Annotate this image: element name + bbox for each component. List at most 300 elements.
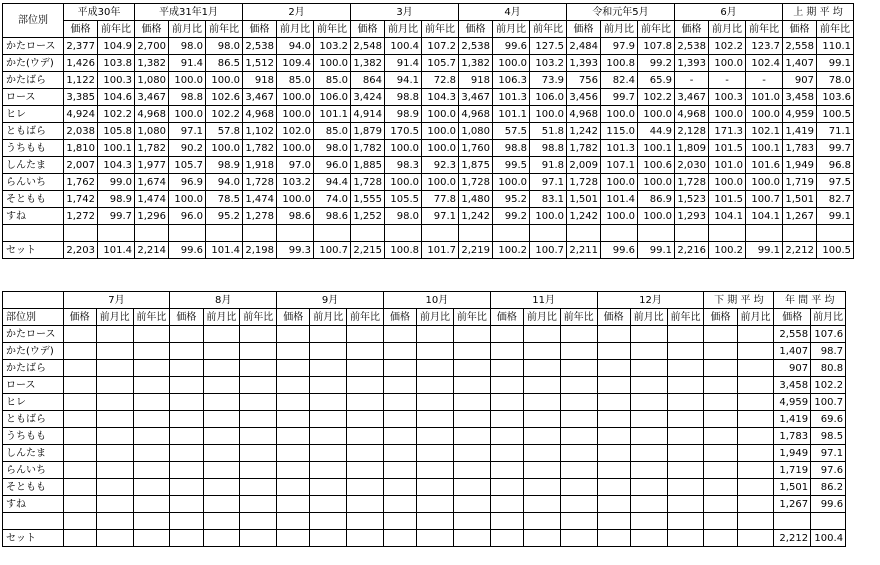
value-cell: 99.6	[169, 242, 206, 259]
subheader-prev-year: 前年比	[98, 21, 135, 38]
value-cell: 98.8	[530, 140, 567, 157]
empty-cell	[240, 513, 277, 530]
subheader-row	[3, 21, 854, 38]
price-table-second-half	[2, 291, 880, 547]
empty-cell	[277, 411, 310, 428]
value-cell: 1,252	[351, 208, 385, 225]
empty-cell	[170, 411, 203, 428]
value-cell: 100.0	[206, 140, 243, 157]
empty-cell	[3, 292, 64, 309]
empty-cell	[630, 428, 667, 445]
empty-cell	[240, 394, 277, 411]
empty-cell	[453, 530, 490, 547]
empty-cell	[383, 377, 416, 394]
value-cell: 2,558	[783, 38, 817, 55]
value-cell: 95.2	[206, 208, 243, 225]
empty-cell	[347, 360, 384, 377]
empty-cell	[490, 530, 523, 547]
empty-cell	[133, 513, 170, 530]
value-cell: 100.7	[530, 242, 567, 259]
empty-cell	[417, 377, 454, 394]
value-cell: 98.7	[811, 343, 846, 360]
part-name: すね	[3, 496, 64, 513]
empty-cell	[203, 360, 240, 377]
value-cell: 1,879	[351, 123, 385, 140]
empty-cell	[704, 530, 737, 547]
table-row	[3, 89, 854, 106]
empty-cell	[240, 411, 277, 428]
empty-cell	[170, 445, 203, 462]
empty-cell	[3, 225, 64, 242]
subheader-price: 価格	[490, 309, 523, 326]
empty-cell	[277, 343, 310, 360]
table-row	[3, 208, 854, 225]
value-cell: 3,458	[774, 377, 811, 394]
value-cell: 4,968	[243, 106, 277, 123]
empty-cell	[96, 479, 133, 496]
empty-cell	[347, 394, 384, 411]
empty-cell	[310, 377, 347, 394]
part-name: かた(ウデ)	[3, 343, 64, 360]
table-row	[3, 140, 854, 157]
value-cell: 1,719	[774, 462, 811, 479]
value-cell: 100.0	[493, 55, 530, 72]
value-cell: 100.0	[638, 208, 675, 225]
empty-cell	[490, 513, 523, 530]
empty-cell	[170, 513, 203, 530]
empty-cell	[453, 462, 490, 479]
empty-cell	[490, 343, 523, 360]
value-cell: 102.2	[98, 106, 135, 123]
value-cell: 1,782	[351, 140, 385, 157]
value-cell: 2,030	[675, 157, 709, 174]
empty-cell	[133, 394, 170, 411]
part-name: かたばら	[3, 360, 64, 377]
empty-cell	[63, 360, 96, 377]
subheader-price: 価格	[459, 21, 493, 38]
value-cell: 100.3	[709, 89, 746, 106]
value-cell: -	[746, 72, 783, 89]
value-cell: 1,242	[567, 123, 601, 140]
value-cell: 97.1	[169, 123, 206, 140]
empty-cell	[96, 394, 133, 411]
value-cell: 100.0	[638, 106, 675, 123]
empty-cell	[277, 496, 310, 513]
value-cell: 1,918	[243, 157, 277, 174]
part-name: セット	[3, 530, 64, 547]
value-cell: 103.8	[98, 55, 135, 72]
value-cell: 2,211	[567, 242, 601, 259]
value-cell: 101.3	[601, 140, 638, 157]
empty-cell	[347, 411, 384, 428]
value-cell: 4,968	[459, 106, 493, 123]
value-cell: 100.3	[98, 72, 135, 89]
empty-cell	[704, 360, 737, 377]
empty-cell	[63, 394, 96, 411]
value-cell: 77.8	[422, 191, 459, 208]
empty-cell	[203, 377, 240, 394]
empty-cell	[96, 445, 133, 462]
value-cell: 1,728	[351, 174, 385, 191]
value-cell: 1,293	[675, 208, 709, 225]
value-cell: 4,959	[774, 394, 811, 411]
value-cell: 1,809	[675, 140, 709, 157]
value-cell: 107.1	[601, 157, 638, 174]
part-name: ヒレ	[3, 394, 64, 411]
empty-cell	[417, 326, 454, 343]
value-cell: 99.7	[98, 208, 135, 225]
value-cell: 97.0	[277, 157, 314, 174]
empty-cell	[675, 225, 709, 242]
subheader-prev-year: 前年比	[530, 21, 567, 38]
empty-cell	[453, 445, 490, 462]
period-header: 8月	[170, 292, 277, 309]
empty-cell	[704, 479, 737, 496]
value-cell: 1,501	[783, 191, 817, 208]
value-cell: 109.4	[277, 55, 314, 72]
value-cell: 2,558	[774, 326, 811, 343]
value-cell: 2,216	[675, 242, 709, 259]
value-cell: 82.4	[601, 72, 638, 89]
part-name: かた(ウデ)	[3, 55, 64, 72]
empty-cell	[277, 326, 310, 343]
empty-cell	[453, 343, 490, 360]
value-cell: 98.5	[811, 428, 846, 445]
value-cell: 1,407	[783, 55, 817, 72]
empty-cell	[63, 377, 96, 394]
value-cell: 99.1	[746, 242, 783, 259]
empty-cell	[133, 377, 170, 394]
value-cell: 3,385	[64, 89, 98, 106]
table-row	[3, 496, 880, 513]
value-cell: 85.0	[314, 72, 351, 89]
empty-cell	[667, 479, 704, 496]
empty-cell	[170, 394, 203, 411]
subheader-prev-year: 前年比	[347, 309, 384, 326]
value-cell: 44.9	[638, 123, 675, 140]
value-cell: 2,212	[774, 530, 811, 547]
value-cell: 100.0	[601, 208, 638, 225]
empty-cell	[383, 360, 416, 377]
period-header: 2月	[243, 4, 351, 21]
value-cell: 100.8	[601, 55, 638, 72]
empty-cell	[133, 326, 170, 343]
value-cell: 115.0	[601, 123, 638, 140]
value-cell: 3,424	[351, 89, 385, 106]
empty-cell	[523, 394, 560, 411]
empty-cell	[783, 225, 817, 242]
value-cell: 1,555	[351, 191, 385, 208]
value-cell: 1,267	[783, 208, 817, 225]
subheader-prev-month: 前月比	[203, 309, 240, 326]
value-cell: 104.1	[709, 208, 746, 225]
period-header: 令和元年5月	[567, 4, 675, 21]
value-cell: 1,474	[243, 191, 277, 208]
empty-cell	[240, 496, 277, 513]
empty-cell	[597, 479, 630, 496]
empty-cell	[347, 428, 384, 445]
period-header: 3月	[351, 4, 459, 21]
value-cell: 100.0	[709, 55, 746, 72]
value-cell: -	[675, 72, 709, 89]
value-cell: 100.0	[169, 191, 206, 208]
subheader-row	[3, 309, 880, 326]
empty-cell	[490, 496, 523, 513]
value-cell: 2,538	[675, 38, 709, 55]
empty-cell	[347, 462, 384, 479]
value-cell: 96.8	[817, 157, 854, 174]
value-cell: 99.1	[817, 55, 854, 72]
empty-cell	[453, 377, 490, 394]
empty-cell	[64, 225, 98, 242]
value-cell: 100.0	[277, 140, 314, 157]
value-cell: 170.5	[385, 123, 422, 140]
value-cell: 2,377	[64, 38, 98, 55]
value-cell: 1,080	[135, 123, 169, 140]
empty-cell	[383, 343, 416, 360]
value-cell: 101.1	[493, 106, 530, 123]
value-cell: 1,728	[675, 174, 709, 191]
empty-cell	[597, 394, 630, 411]
subheader-prev-month: 前月比	[601, 21, 638, 38]
empty-cell	[63, 496, 96, 513]
empty-cell	[523, 496, 560, 513]
value-cell: 98.0	[206, 38, 243, 55]
value-cell: 2,700	[135, 38, 169, 55]
empty-cell	[277, 513, 310, 530]
empty-cell	[170, 428, 203, 445]
value-cell: 107.2	[422, 38, 459, 55]
value-cell: 99.6	[601, 242, 638, 259]
value-cell: 2,215	[351, 242, 385, 259]
part-name: すね	[3, 208, 64, 225]
value-cell: 100.0	[422, 174, 459, 191]
empty-cell	[63, 479, 96, 496]
value-cell: 91.4	[385, 55, 422, 72]
empty-cell	[63, 326, 96, 343]
table-row	[3, 326, 880, 343]
empty-cell	[737, 496, 774, 513]
value-cell: 100.0	[601, 106, 638, 123]
empty-cell	[240, 343, 277, 360]
subheader-prev-month: 前月比	[811, 309, 846, 326]
value-cell: 123.7	[746, 38, 783, 55]
value-cell: 100.0	[422, 123, 459, 140]
value-cell: 98.6	[277, 208, 314, 225]
empty-cell	[169, 225, 206, 242]
value-cell: 864	[351, 72, 385, 89]
empty-cell	[170, 343, 203, 360]
value-cell: 1,674	[135, 174, 169, 191]
value-cell: 1,949	[774, 445, 811, 462]
empty-cell	[240, 462, 277, 479]
value-cell: 1,760	[459, 140, 493, 157]
value-cell: 105.8	[98, 123, 135, 140]
value-cell: 96.9	[169, 174, 206, 191]
part-name: かたばら	[3, 72, 64, 89]
value-cell: 98.0	[385, 208, 422, 225]
column-header-part: 部位別	[3, 4, 64, 38]
empty-cell	[417, 428, 454, 445]
empty-cell	[597, 428, 630, 445]
value-cell: 101.7	[422, 242, 459, 259]
empty-cell	[597, 513, 630, 530]
empty-cell	[597, 496, 630, 513]
empty-cell	[133, 462, 170, 479]
empty-cell	[135, 225, 169, 242]
subheader-price: 価格	[243, 21, 277, 38]
empty-cell	[310, 411, 347, 428]
empty-cell	[737, 343, 774, 360]
empty-cell	[417, 530, 454, 547]
value-cell: 100.0	[385, 174, 422, 191]
empty-cell	[774, 513, 811, 530]
value-cell: 1,885	[351, 157, 385, 174]
empty-cell	[383, 530, 416, 547]
value-cell: -	[709, 72, 746, 89]
subheader-price: 価格	[383, 309, 416, 326]
value-cell: 1,728	[243, 174, 277, 191]
value-cell: 97.6	[811, 462, 846, 479]
empty-cell	[383, 326, 416, 343]
empty-cell	[560, 462, 597, 479]
empty-cell	[417, 513, 454, 530]
empty-cell	[597, 343, 630, 360]
empty-cell	[170, 530, 203, 547]
empty-cell	[667, 462, 704, 479]
value-cell: 94.0	[206, 174, 243, 191]
empty-cell	[277, 360, 310, 377]
value-cell: 100.0	[493, 174, 530, 191]
empty-cell	[523, 428, 560, 445]
value-cell: 1,242	[567, 208, 601, 225]
empty-cell	[383, 394, 416, 411]
empty-cell	[310, 445, 347, 462]
value-cell: 756	[567, 72, 601, 89]
value-cell: 1,382	[351, 55, 385, 72]
value-cell: 102.2	[638, 89, 675, 106]
value-cell: 2,219	[459, 242, 493, 259]
subheader-price: 価格	[170, 309, 203, 326]
value-cell: 99.0	[98, 174, 135, 191]
value-cell: 100.8	[385, 242, 422, 259]
empty-cell	[523, 513, 560, 530]
empty-cell	[667, 496, 704, 513]
value-cell: 100.0	[385, 140, 422, 157]
value-cell: 102.1	[746, 123, 783, 140]
empty-cell	[560, 360, 597, 377]
empty-cell	[203, 479, 240, 496]
value-cell: 100.7	[811, 394, 846, 411]
empty-cell	[630, 530, 667, 547]
empty-cell	[560, 343, 597, 360]
value-cell: 104.6	[98, 89, 135, 106]
empty-cell	[704, 513, 737, 530]
subheader-prev-month: 前月比	[630, 309, 667, 326]
empty-cell	[737, 411, 774, 428]
value-cell: 92.3	[422, 157, 459, 174]
value-cell: 99.3	[277, 242, 314, 259]
value-cell: 97.1	[811, 445, 846, 462]
empty-cell	[490, 462, 523, 479]
empty-cell	[523, 479, 560, 496]
empty-cell	[459, 225, 493, 242]
empty-cell	[667, 513, 704, 530]
value-cell: 78.0	[817, 72, 854, 89]
value-cell: 100.1	[98, 140, 135, 157]
empty-cell	[347, 496, 384, 513]
empty-cell	[347, 513, 384, 530]
empty-cell	[704, 343, 737, 360]
empty-cell	[560, 479, 597, 496]
subheader-prev-month: 前月比	[709, 21, 746, 38]
value-cell: 4,968	[675, 106, 709, 123]
value-cell: 2,484	[567, 38, 601, 55]
empty-cell	[96, 326, 133, 343]
empty-cell	[240, 479, 277, 496]
empty-cell	[310, 326, 347, 343]
value-cell: 99.1	[638, 242, 675, 259]
empty-cell	[277, 394, 310, 411]
value-cell: 99.1	[817, 208, 854, 225]
value-cell: 3,456	[567, 89, 601, 106]
subheader-price: 価格	[567, 21, 601, 38]
value-cell: 1,102	[243, 123, 277, 140]
subheader-prev-year: 前年比	[133, 309, 170, 326]
empty-cell	[490, 411, 523, 428]
subheader-prev-year: 前年比	[817, 21, 854, 38]
empty-cell	[310, 343, 347, 360]
table-row	[3, 360, 880, 377]
empty-cell	[737, 428, 774, 445]
empty-cell	[96, 411, 133, 428]
empty-cell	[490, 377, 523, 394]
value-cell: 104.3	[422, 89, 459, 106]
part-name: ともばら	[3, 123, 64, 140]
value-cell: 101.4	[601, 191, 638, 208]
empty-cell	[597, 360, 630, 377]
part-name: らんいち	[3, 462, 64, 479]
empty-cell	[383, 445, 416, 462]
empty-cell	[203, 445, 240, 462]
subheader-price: 価格	[597, 309, 630, 326]
value-cell: 1,782	[243, 140, 277, 157]
value-cell: 1,782	[567, 140, 601, 157]
empty-cell	[203, 411, 240, 428]
value-cell: 86.2	[811, 479, 846, 496]
empty-cell	[453, 479, 490, 496]
value-cell: 106.0	[314, 89, 351, 106]
empty-cell	[170, 479, 203, 496]
empty-cell	[240, 445, 277, 462]
subheader-price: 価格	[675, 21, 709, 38]
period-header: 年 間 平 均	[774, 292, 846, 309]
table-row	[3, 377, 880, 394]
empty-cell	[560, 445, 597, 462]
value-cell: 1,728	[567, 174, 601, 191]
empty-cell	[560, 496, 597, 513]
value-cell: 110.1	[817, 38, 854, 55]
subheader-prev-year: 前年比	[422, 21, 459, 38]
empty-cell	[347, 445, 384, 462]
table-row	[3, 343, 880, 360]
value-cell: 72.8	[422, 72, 459, 89]
empty-cell	[417, 445, 454, 462]
value-cell: 91.4	[169, 55, 206, 72]
empty-cell	[638, 225, 675, 242]
value-cell: 57.5	[493, 123, 530, 140]
empty-cell	[453, 411, 490, 428]
